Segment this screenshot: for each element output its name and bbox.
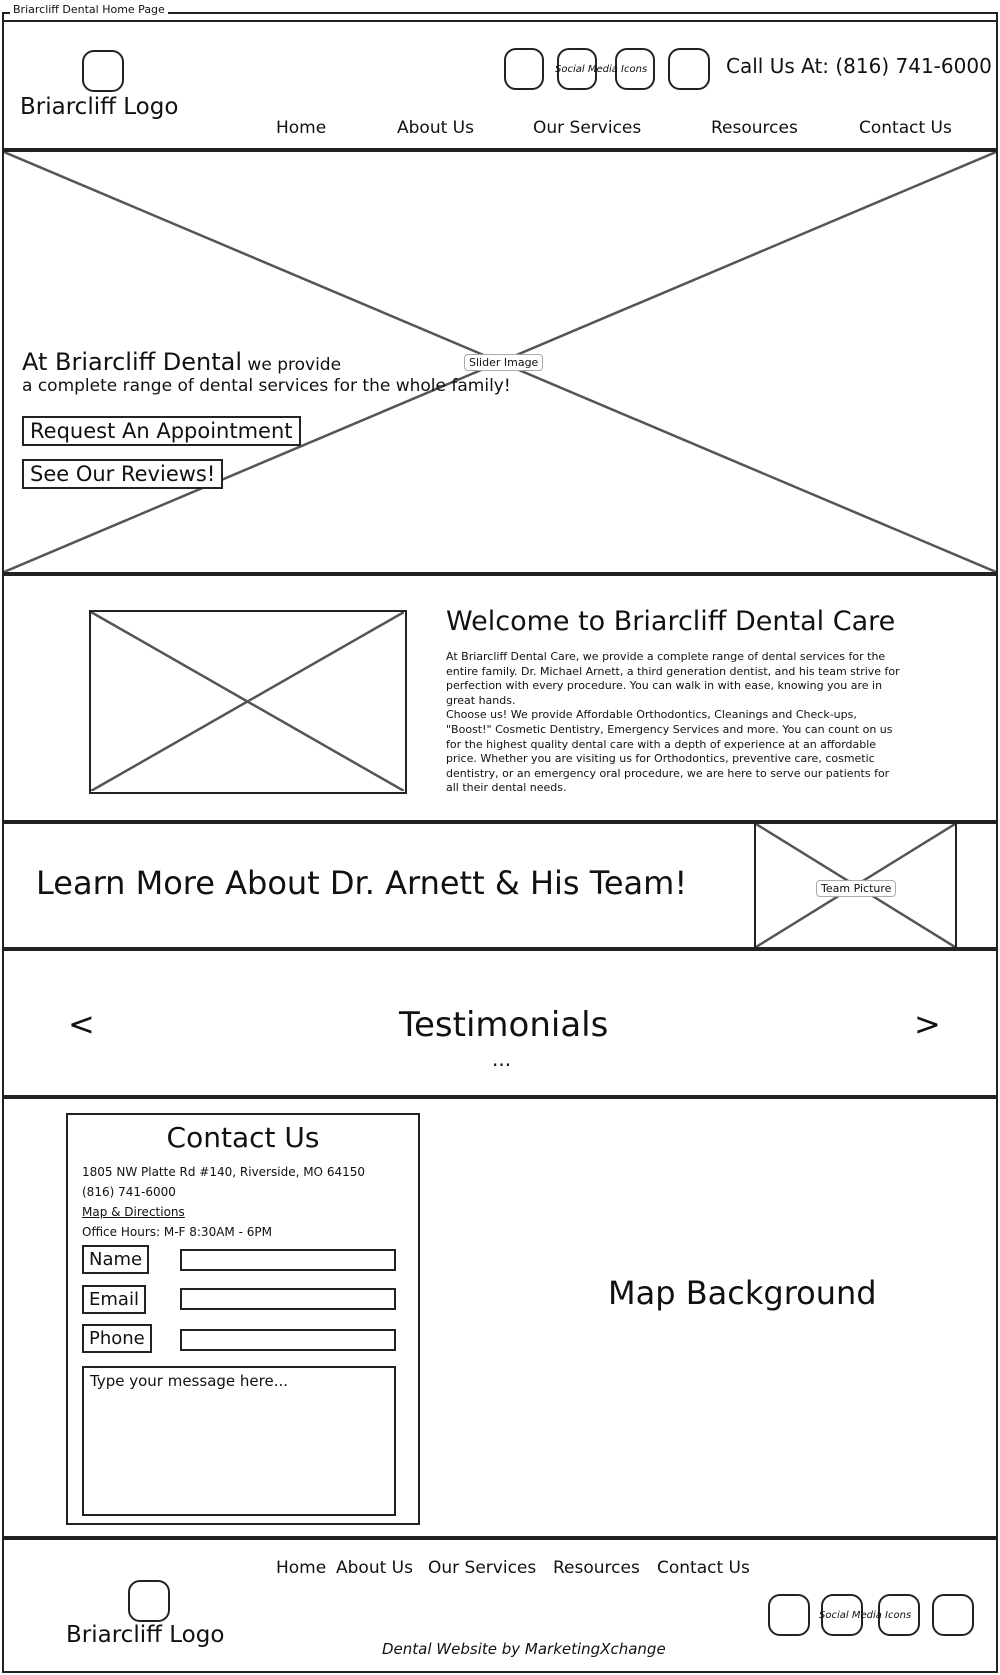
header — [2, 20, 998, 150]
logo-label[interactable]: Briarcliff Logo — [20, 94, 179, 120]
phone-field[interactable] — [180, 1329, 396, 1351]
nav-our-services[interactable]: Our Services — [533, 118, 642, 138]
team-picture-label: Team Picture — [816, 880, 896, 897]
page-title: Briarcliff Dental Home Page — [10, 3, 168, 16]
header-phone[interactable]: Call Us At: (816) 741-6000 — [726, 54, 992, 78]
contact-section — [2, 1097, 998, 1538]
contact-address: 1805 NW Platte Rd #140, Riverside, MO 64150 — [82, 1165, 365, 1179]
hero-headline-rest: we provide — [242, 355, 342, 375]
contact-phone: (816) 741-6000 — [82, 1185, 176, 1199]
nav-about-us[interactable]: About Us — [397, 118, 474, 138]
team-section[interactable] — [2, 822, 998, 949]
footer-social-icon-4[interactable] — [932, 1594, 974, 1636]
nav-home[interactable]: Home — [276, 118, 327, 138]
welcome-title: Welcome to Briarcliff Dental Care — [446, 606, 896, 637]
welcome-section — [2, 574, 998, 822]
footer-nav-contact-us[interactable]: Contact Us — [657, 1558, 750, 1578]
name-field[interactable] — [180, 1249, 396, 1271]
welcome-body — [446, 650, 901, 796]
message-placeholder: Type your message here... — [90, 1372, 289, 1390]
logo-icon[interactable] — [82, 50, 124, 92]
map-directions-link[interactable]: Map & Directions — [82, 1205, 185, 1219]
footer-social-icons-label: Social Media Icons — [819, 1610, 912, 1621]
see-reviews-button[interactable]: See Our Reviews! — [22, 459, 223, 489]
footer-nav-home[interactable]: Home — [276, 1558, 327, 1578]
footer — [2, 1538, 998, 1673]
nav-contact-us[interactable]: Contact Us — [859, 118, 952, 138]
footer-nav-our-services[interactable]: Our Services — [428, 1558, 537, 1578]
team-headline[interactable]: Learn More About Dr. Arnett & His Team! — [36, 864, 688, 902]
footer-nav-resources[interactable]: Resources — [553, 1558, 640, 1578]
email-field-label: Email — [82, 1285, 146, 1314]
contact-hours: Office Hours: M-F 8:30AM - 6PM — [82, 1225, 272, 1239]
hero-headline-strong: At Briarcliff Dental — [22, 348, 243, 376]
slider-image-label: Slider Image — [464, 354, 543, 371]
email-field[interactable] — [180, 1288, 396, 1310]
hero-slider — [2, 150, 998, 574]
social-icon-1[interactable] — [504, 48, 544, 90]
testimonials-ellipsis: ... — [492, 1047, 512, 1071]
name-field-label: Name — [82, 1245, 149, 1274]
hero-headline — [22, 348, 341, 376]
map-background-label: Map Background — [608, 1274, 877, 1312]
footer-nav-about-us[interactable]: About Us — [336, 1558, 413, 1578]
social-icon-4[interactable] — [668, 48, 710, 90]
footer-social-icon-1[interactable] — [768, 1594, 810, 1636]
phone-field-label: Phone — [82, 1324, 152, 1353]
contact-card — [66, 1113, 420, 1525]
contact-title: Contact Us — [166, 1121, 320, 1154]
welcome-image-placeholder — [89, 610, 407, 794]
footer-logo-icon[interactable] — [128, 1580, 170, 1622]
nav-resources[interactable]: Resources — [711, 118, 798, 138]
social-icons-label: Social Media Icons — [555, 64, 648, 75]
testimonials-prev-arrow[interactable]: < — [68, 1005, 95, 1043]
testimonials-section — [2, 949, 998, 1097]
message-textarea[interactable] — [82, 1366, 396, 1516]
footer-logo-label[interactable]: Briarcliff Logo — [66, 1622, 225, 1648]
footer-credit: Dental Website by MarketingXchange — [382, 1640, 666, 1658]
hero-subline: a complete range of dental services for the whole family! — [22, 376, 511, 396]
request-appointment-button[interactable]: Request An Appointment — [22, 416, 301, 446]
testimonials-next-arrow[interactable]: > — [914, 1005, 941, 1043]
testimonials-title: Testimonials — [399, 1005, 609, 1045]
welcome-paragraph-1: At Briarcliff Dental Care, we provide a complete range of dental services for the entire family. Dr. Michael Arnett, a third generation dentist, and his team strive for perfection with every procedure. You can walk in with ease, knowing you are in great hands. — [446, 650, 900, 707]
welcome-paragraph-2: Choose us! We provide Affordable Orthodontics, Cleanings and Check-ups, "Boost!" Cosmetic Dentistry, Emergency Services and more. You can count on us for the highest quality dental care with a depth of experience at an affordable price. Whether you are visiting us for Orthodontics, preventive care, cosmetic dentistry, or an emergency oral procedure, we are here to serve our patients for all their dental needs. — [446, 708, 893, 795]
